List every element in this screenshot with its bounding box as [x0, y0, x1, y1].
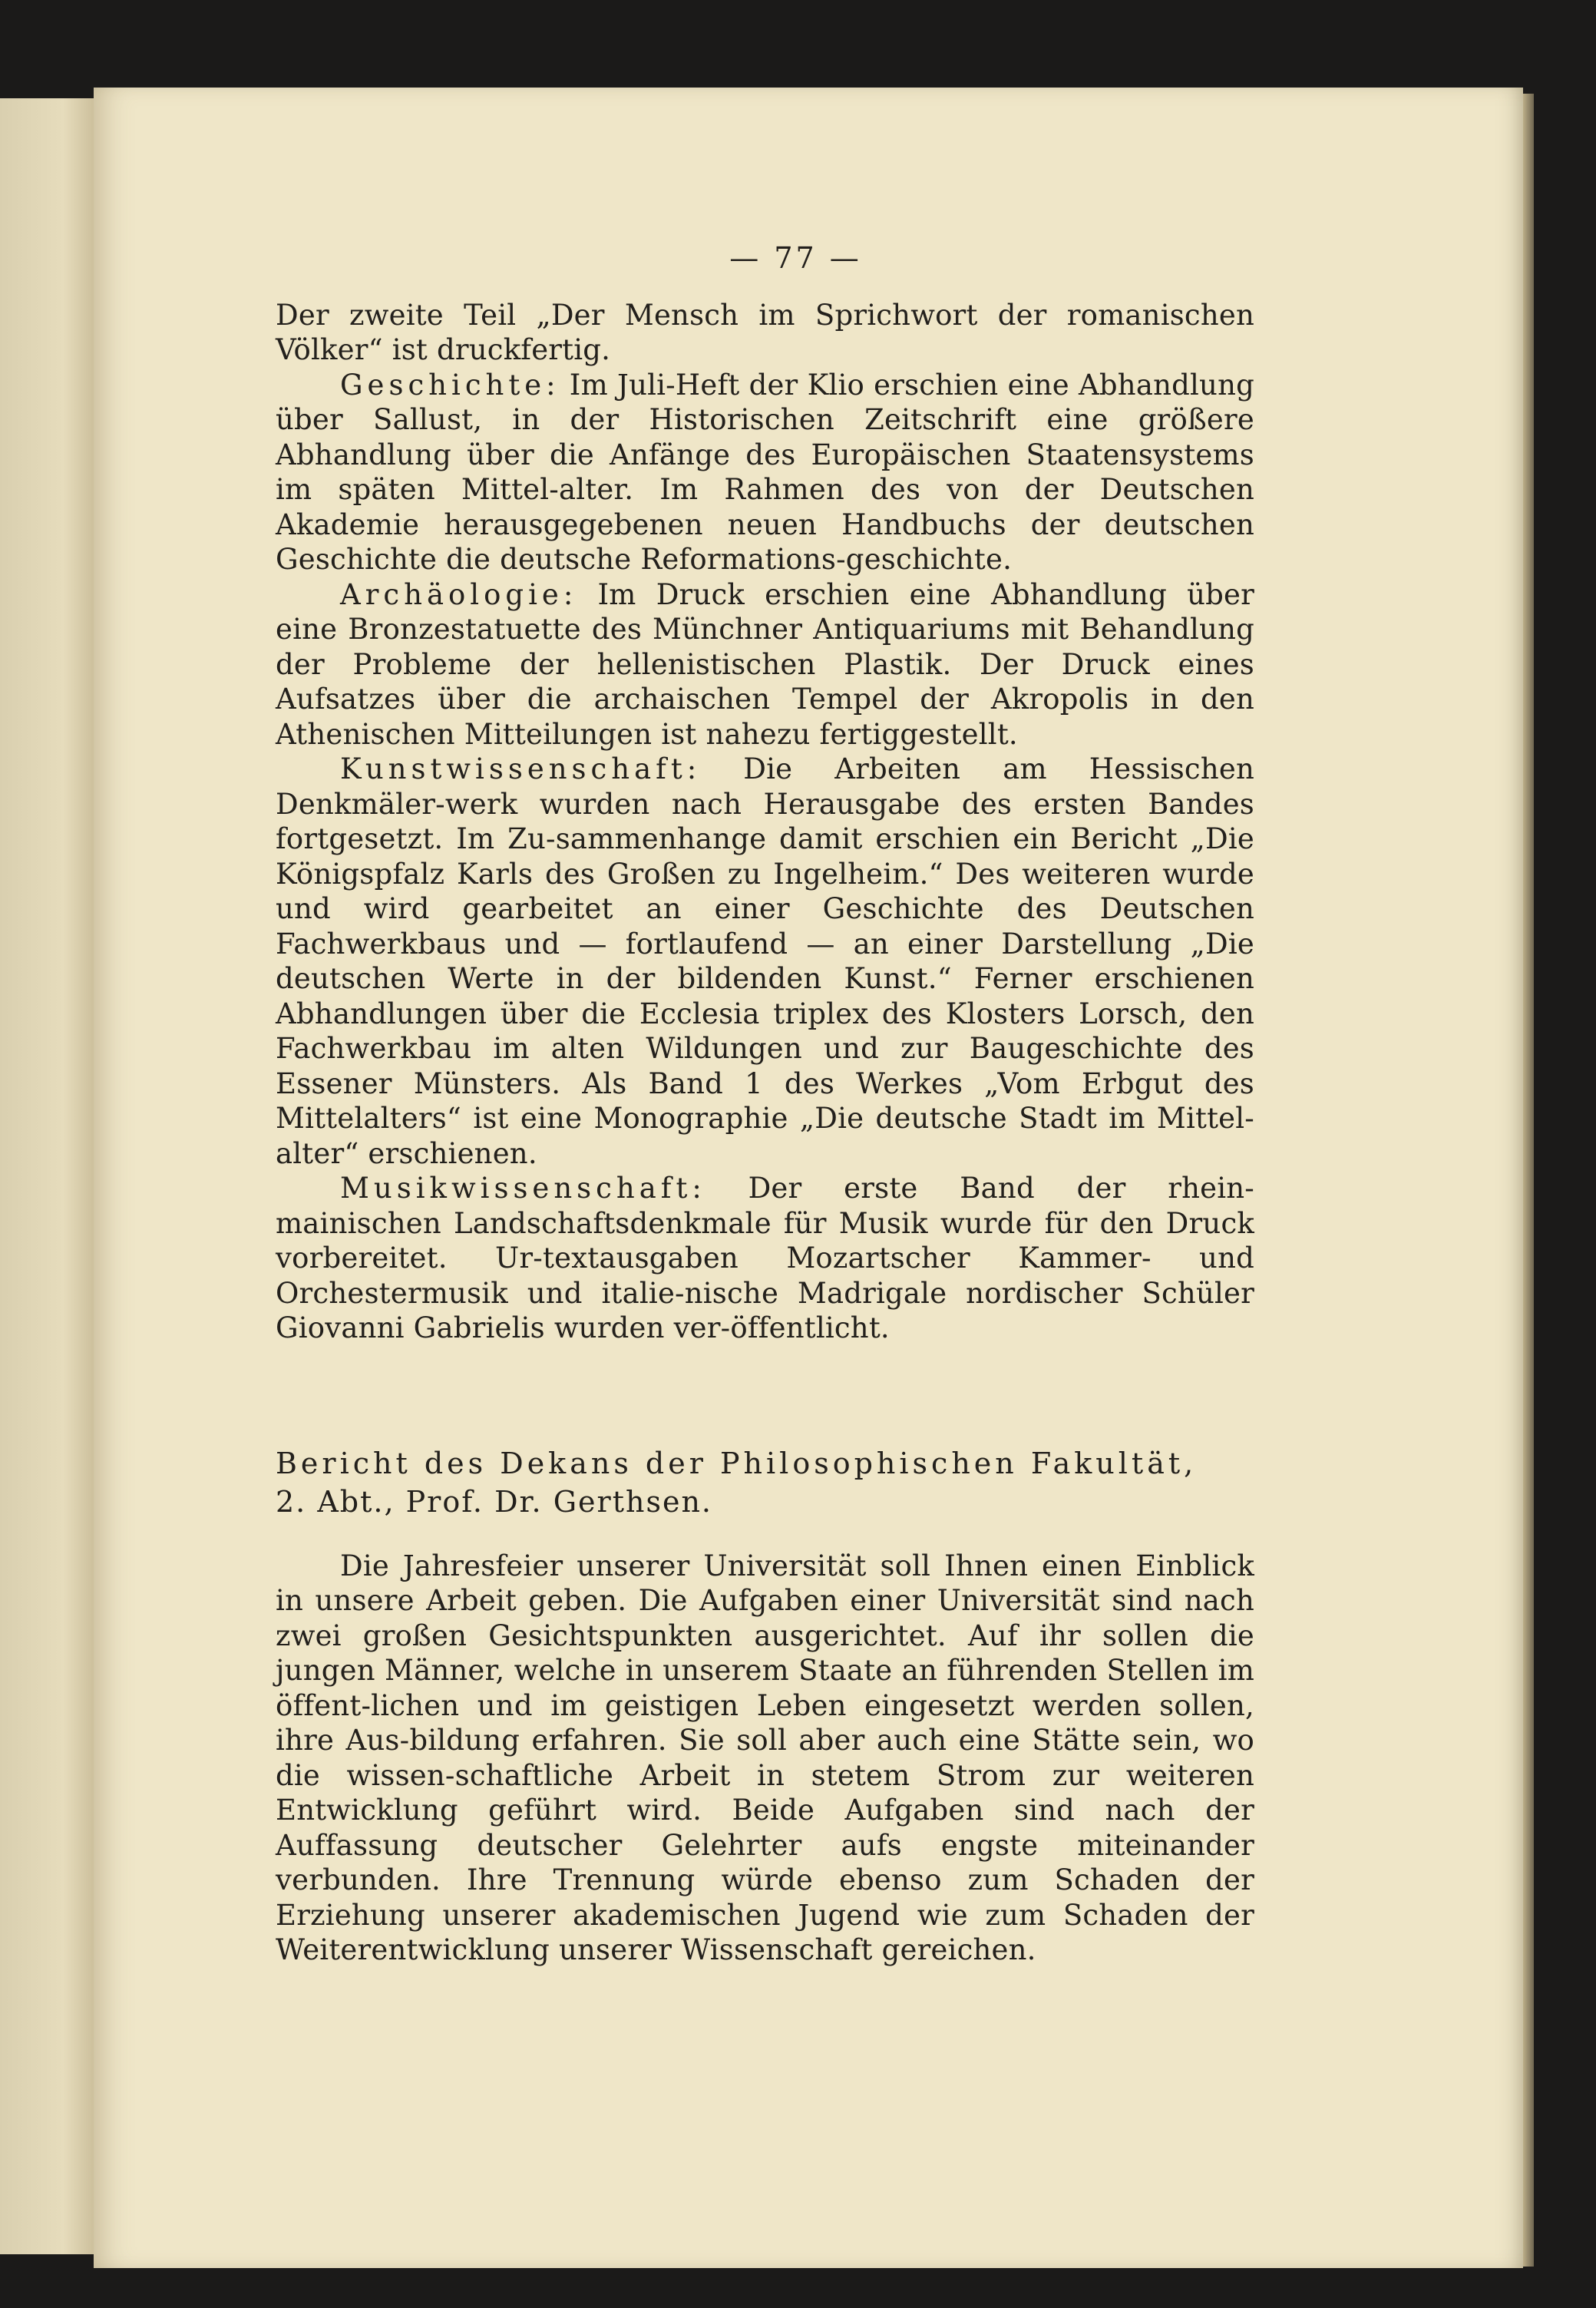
page-edge-shadow: [1523, 94, 1534, 2267]
page-text-column: [276, 241, 1254, 1968]
intro-paragraph: Der zweite Teil „Der Mensch im Sprichwort der romanischen Völker“ ist druckfertig.: [276, 298, 1254, 366]
archaeologie-paragraph: [276, 577, 1254, 752]
kunstwissenschaft-paragraph: [276, 752, 1254, 1171]
archaeologie-text: Im Druck erschien eine Abhandlung über eine Bronzestatuette des Münchner Antiquariums mit Behandlung der Probleme der hellenistischen Plastik. Der Druck eines Aufsatzes über die archaischen Tempel der Akropolis in den Athenischen Mitteilungen ist nahezu fertiggestellt.: [276, 577, 1255, 751]
musikwissenschaft-label: Musikwissenschaft:: [340, 1172, 706, 1205]
section-heading-line1: Bericht des Dekans der Philosophischen Fakultät,: [276, 1446, 1198, 1480]
spacer: [276, 1521, 1254, 1549]
geschichte-label: Geschichte:: [340, 368, 560, 402]
musikwissenschaft-paragraph: [276, 1171, 1254, 1346]
geschichte-paragraph: [276, 368, 1254, 577]
section-heading-line2: 2. Abt., Prof. Dr. Gerthsen.: [276, 1484, 712, 1519]
closing-paragraph: Die Jahresfeier unserer Universität soll Ihnen einen Einblick in unsere Arbeit geben. Die Aufgaben einer Universität sind nach zwei großen Gesichtspunkten ausgerichtet. Auf ihr sollen die jungen Männer, welche in unserem Staate an führenden Stellen im öffent-lichen und im geistigen Leben eingesetzt werden sollen, ihre Aus-bildung erfahren. Sie soll aber auch eine Stätte sein, wo die wissen-schaftliche Arbeit in stetem Strom zur weiteren Entwicklung geführt wird. Beide Aufgaben sind nach der Auffassung deutscher Gelehrter aufs engste miteinander verbunden. Ihre Trennung würde ebenso zum Schaden der Erziehung unserer akademischen Jugend wie zum Schaden der Weiterentwicklung unserer Wissenschaft gereichen.: [276, 1549, 1254, 1966]
kunstwissenschaft-text: Die Arbeiten am Hessischen Denkmäler-werk wurden nach Herausgabe des ersten Bandes fortgesetzt. Im Zu-sammenhange damit erschien ein Bericht „Die Königspfalz Karls des Großen zu Ingelheim.“ Des weiteren wurde und wird gearbeitet an einer Geschichte des Deutschen Fachwerkbaus und — fortlaufend — an einer Darstellung „Die deutschen Werte in der bildenden Kunst.“ Ferner erschienen Abhandlungen über die Ecclesia triplex des Klosters Lorsch, den Fachwerkbau im alten Wildungen und zur Baugeschichte des Essener Münsters. Als Band 1 des Werkes „Vom Erbgut des Mittelalters“ ist eine Monographie „Die deutsche Stadt im Mittel-alter“ erschienen.: [276, 752, 1254, 1170]
kunstwissenschaft-label: Kunstwissenschaft:: [340, 752, 702, 785]
archaeologie-label: Archäologie:: [340, 577, 578, 611]
geschichte-text: Im Juli-Heft der Klio erschien eine Abhandlung über Sallust, in der Historischen Zeitschrift eine größere Abhandlung über die Anfänge des Europäischen Staatensystems im späten Mittel-alter. Im Rahmen des von der Deutschen Akademie herausgegebenen neuen Handbuchs der deutschen Geschichte die deutsche Reformations-geschichte.: [276, 368, 1254, 576]
page-number: — 77 —: [729, 241, 862, 275]
musikwissenschaft-text: Der erste Band der rhein-mainischen Landschaftsdenkmale für Musik wurde für den Druck vorbereitet. Ur-textausgaben Mozartscher Kammer- und Orchestermusik und italie-nische Madrigale nordischer Schüler Giovanni Gabrielis wurden ver-öffentlicht.: [276, 1172, 1254, 1344]
section-heading: [276, 1444, 1254, 1521]
